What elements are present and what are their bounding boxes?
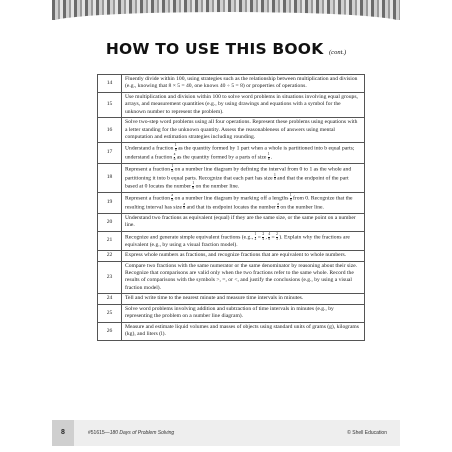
standard-text bbox=[122, 75, 365, 93]
fraction-denominator: b bbox=[192, 185, 195, 190]
fraction-numerator: a bbox=[173, 151, 176, 156]
standard-text-segment: . bbox=[270, 154, 273, 161]
fraction-numerator: a bbox=[171, 193, 174, 198]
standard-text-segment: = bbox=[257, 234, 263, 241]
standard-row bbox=[98, 261, 365, 293]
fraction-denominator: 6 bbox=[268, 236, 271, 241]
fraction-numerator: 4 bbox=[268, 232, 271, 237]
standard-text-segment: on a number line diagram by defining the interval from 0 to 1 as the whole and partitioning it into b equal parts. Recognize that each part has size bbox=[125, 166, 352, 182]
standard-number: 24 bbox=[98, 294, 122, 305]
standard-text bbox=[122, 261, 365, 293]
standard-text bbox=[122, 118, 365, 143]
standard-text-segment: Solve two-step word problems using all four operations. Represent these problems using equations with a letter standing for the unknown quantity. Assess the reasonableness of answers using mental computation and estimation strategies including rounding. bbox=[125, 119, 358, 140]
page-title-text: HOW TO USE THIS BOOK bbox=[105, 40, 324, 58]
fraction-denominator: b bbox=[267, 156, 270, 161]
fraction bbox=[267, 151, 273, 161]
standard-number: 17 bbox=[98, 143, 122, 164]
standard-number: 14 bbox=[98, 75, 122, 93]
standard-row bbox=[98, 75, 365, 93]
standard-row bbox=[98, 193, 365, 214]
standard-text bbox=[122, 322, 365, 340]
standard-number: 20 bbox=[98, 213, 122, 231]
fraction-denominator: b bbox=[171, 197, 174, 202]
fraction bbox=[276, 233, 278, 241]
standard-text-segment: on the number line. bbox=[280, 204, 324, 211]
standard-text-segment: Solve word problems involving addition and subtraction of time intervals in minutes (e.g., by representing the problem on a number line diagram). bbox=[125, 306, 334, 320]
fraction bbox=[274, 174, 276, 182]
standard-text-segment: on the number line. bbox=[195, 183, 240, 190]
fraction bbox=[183, 203, 185, 211]
standard-text bbox=[122, 251, 365, 262]
fraction-numerator: 1 bbox=[254, 232, 257, 237]
standard-text-segment: Represent a fraction bbox=[125, 195, 172, 202]
standard-text-segment: and that its endpoint locates the number bbox=[186, 204, 278, 211]
standard-text-segment: Use multiplication and division within 100 to solve word problems in situations involving equal groups, arrays, and measurement quantities (e.g., by using drawings and equations with a symbol for the unknown number to represent the problem). bbox=[125, 94, 358, 115]
standard-text-segment: and that the endpoint of the part based at 0 locates the number bbox=[125, 175, 349, 190]
page-title bbox=[0, 40, 452, 58]
standard-text bbox=[122, 193, 365, 214]
fraction bbox=[174, 153, 176, 161]
standard-row bbox=[98, 213, 365, 231]
fraction-denominator: b bbox=[289, 197, 292, 202]
fraction-numerator: a bbox=[183, 201, 186, 206]
fraction-numerator: 1 bbox=[171, 164, 174, 169]
fraction bbox=[265, 232, 271, 241]
fraction-denominator: b bbox=[173, 156, 176, 161]
standard-row bbox=[98, 231, 365, 250]
standard-text bbox=[122, 163, 365, 192]
standard-text bbox=[122, 304, 365, 322]
fraction-denominator: 4 bbox=[262, 236, 265, 241]
standard-text-segment: Compare two fractions with the same numerator or the same denominator by reasoning about their size. Recognize that comparisons are valid only when the two fractions refer to the same whole. Record the results of comparisons with the symbols >, =, or <, and justify the conclusions (e.g., by using a visual fraction model). bbox=[125, 263, 358, 291]
standard-row bbox=[98, 304, 365, 322]
fraction-denominator: b bbox=[171, 168, 174, 173]
standard-number: 26 bbox=[98, 322, 122, 340]
fraction-numerator: 1 bbox=[273, 172, 276, 177]
standard-number: 19 bbox=[98, 193, 122, 214]
standard-text-segment: Express whole numbers as fractions, and recognize fractions that are equivalent to whole numbers. bbox=[125, 252, 347, 259]
standard-text-segment: on a number line diagram by marking off a lengths bbox=[174, 195, 290, 202]
fraction-numerator: 1 bbox=[192, 181, 195, 186]
standards-table bbox=[97, 74, 365, 341]
standard-number: 25 bbox=[98, 304, 122, 322]
standard-text bbox=[122, 143, 365, 164]
fraction-numerator: 2 bbox=[276, 232, 278, 237]
standard-text-segment: Measure and estimate liquid volumes and masses of objects using standard units of grams (g), kilograms (kg), and liters (l). bbox=[125, 324, 359, 338]
standard-text bbox=[122, 92, 365, 117]
fraction bbox=[171, 165, 173, 173]
standard-number: 22 bbox=[98, 251, 122, 262]
fraction bbox=[262, 233, 264, 241]
standard-text bbox=[122, 294, 365, 305]
page-title-suffix: (cont.) bbox=[329, 49, 347, 56]
footer-book-title: 180 Days of Problem Solving bbox=[109, 430, 175, 436]
fraction-denominator: b bbox=[273, 177, 276, 182]
fraction bbox=[290, 194, 292, 202]
fraction-numerator: 1 bbox=[174, 143, 177, 148]
fraction-denominator: b bbox=[174, 148, 177, 153]
footer-publisher: © Shell Education bbox=[347, 430, 387, 436]
fraction-denominator: 3 bbox=[276, 236, 278, 241]
standard-text bbox=[122, 231, 365, 250]
standard-text-segment: , bbox=[265, 234, 269, 241]
standard-number: 18 bbox=[98, 163, 122, 192]
standard-number: 16 bbox=[98, 118, 122, 143]
standard-text-segment: ). Explain why the fractions are equivalent (e.g., by using a visual fraction model). bbox=[125, 234, 350, 248]
page-number: 8 bbox=[52, 420, 74, 446]
standard-number: 23 bbox=[98, 261, 122, 293]
standard-row bbox=[98, 251, 365, 262]
fraction-numerator: a bbox=[277, 201, 279, 206]
fraction bbox=[192, 182, 194, 190]
standard-text-segment: Recognize and generate simple equivalent fractions (e.g., bbox=[125, 234, 255, 241]
fraction bbox=[255, 233, 257, 241]
standard-row bbox=[98, 294, 365, 305]
standard-row bbox=[98, 143, 365, 164]
standard-row bbox=[98, 92, 365, 117]
fraction-numerator: 2 bbox=[262, 232, 265, 237]
standard-text-segment: Fluently divide within 100, using strategies such as the relationship between multiplication and division (e.g., knowing that 8 × 5 = 40, one knows 40 ÷ 5 = 8) or properties of operations. bbox=[125, 76, 358, 90]
standard-text-segment: from 0. Recognize that the resulting interval has size bbox=[125, 195, 353, 211]
standard-text-segment: as the quantity formed by 1 part when a whole is partitioned into b equal parts; understand a fraction bbox=[125, 145, 355, 161]
standard-text bbox=[122, 213, 365, 231]
standard-row bbox=[98, 322, 365, 340]
standard-text-segment: Understand a fraction bbox=[125, 145, 175, 152]
fraction-denominator: b bbox=[277, 206, 279, 211]
standard-text-segment: Tell and write time to the nearest minute and measure time intervals in minutes. bbox=[125, 295, 304, 302]
fraction bbox=[171, 194, 173, 202]
fraction-numerator: 1 bbox=[267, 151, 270, 156]
standard-row bbox=[98, 118, 365, 143]
footer-book-info bbox=[88, 430, 174, 436]
standard-text-segment: as the quantity formed by a parts of size bbox=[176, 154, 268, 161]
fraction-denominator: b bbox=[183, 206, 186, 211]
standard-number: 15 bbox=[98, 92, 122, 117]
fraction bbox=[277, 203, 279, 211]
fraction-numerator: 1 bbox=[289, 193, 292, 198]
standard-number: 21 bbox=[98, 231, 122, 250]
fraction-denominator: 2 bbox=[254, 236, 257, 241]
footer-code: #51615— bbox=[88, 430, 110, 436]
standard-text-segment: Understand two fractions as equivalent (equal) if they are the same size, or the same point on a number line. bbox=[125, 215, 356, 229]
standard-text-segment: Represent a fraction bbox=[125, 166, 172, 173]
standard-text-segment: = bbox=[271, 234, 277, 241]
standard-row bbox=[98, 163, 365, 192]
standards-table-body bbox=[98, 75, 365, 341]
fraction bbox=[175, 144, 177, 152]
